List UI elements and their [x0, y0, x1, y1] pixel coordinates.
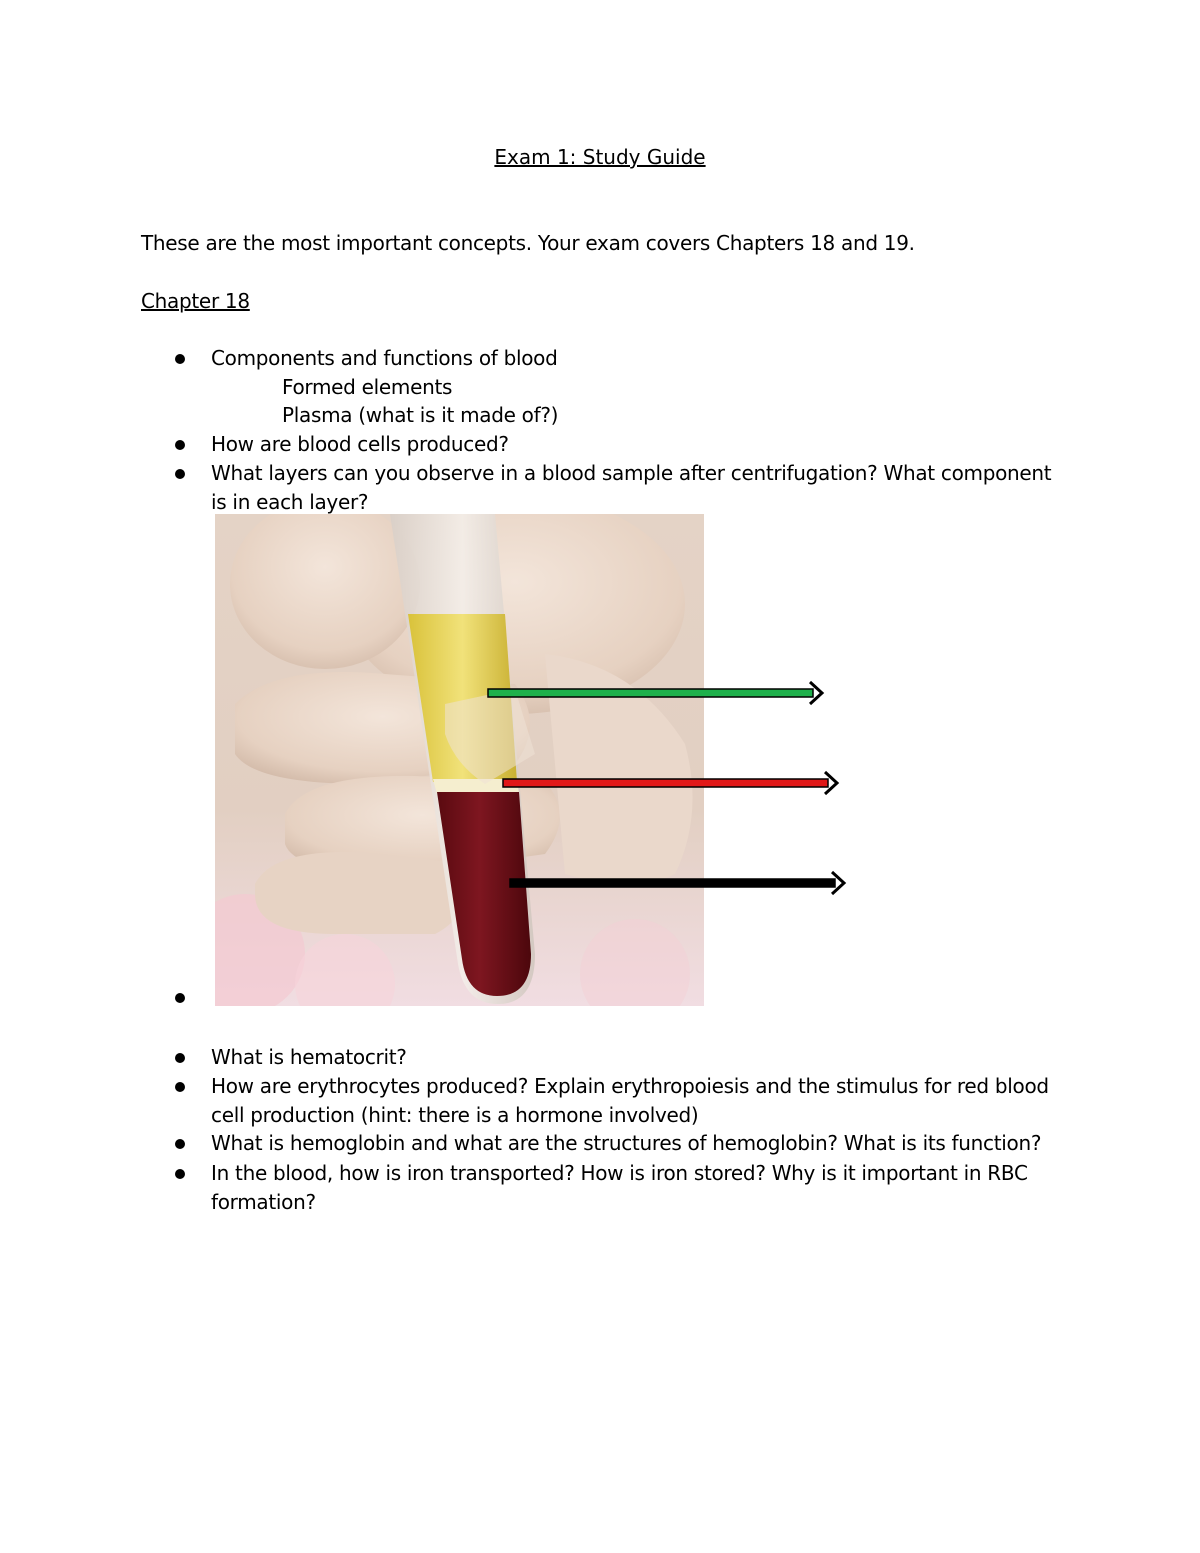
list-item-text: In the blood, how is iron transported? How is iron stored? Why is it important in RBC formation?	[211, 1161, 1028, 1214]
list-item-text: What is hemoglobin and what are the structures of hemoglobin? What is its function?	[211, 1131, 1042, 1155]
intro-text: These are the most important concepts. Your exam covers Chapters 18 and 19.	[141, 231, 915, 255]
blood-tube-photo	[215, 514, 704, 1006]
bullet-icon	[175, 993, 185, 1003]
bullet-icon	[175, 354, 185, 364]
bullet-icon	[175, 469, 185, 479]
list-item-text: What layers can you observe in a blood sample after centrifugation? What component is in each layer?	[211, 461, 1052, 514]
page-title: Exam 1: Study Guide	[494, 145, 706, 169]
list-item-text: How are erythrocytes produced? Explain erythropoiesis and the stimulus for red blood cell production (hint: there is a hormone involved)	[211, 1074, 1049, 1127]
bullet-icon	[175, 1082, 185, 1092]
list-item-text: What is hematocrit?	[211, 1045, 407, 1069]
sub-item: Formed elements	[282, 375, 453, 399]
bullet-icon	[175, 440, 185, 450]
bullet-icon	[175, 1053, 185, 1063]
chapter-heading: Chapter 18	[141, 289, 250, 313]
list-item-text: Components and functions of blood	[211, 346, 558, 370]
list-item-text: How are blood cells produced?	[211, 432, 509, 456]
bullet-icon	[175, 1169, 185, 1179]
bullet-icon	[175, 1139, 185, 1149]
sub-item: Plasma (what is it made of?)	[282, 403, 559, 427]
